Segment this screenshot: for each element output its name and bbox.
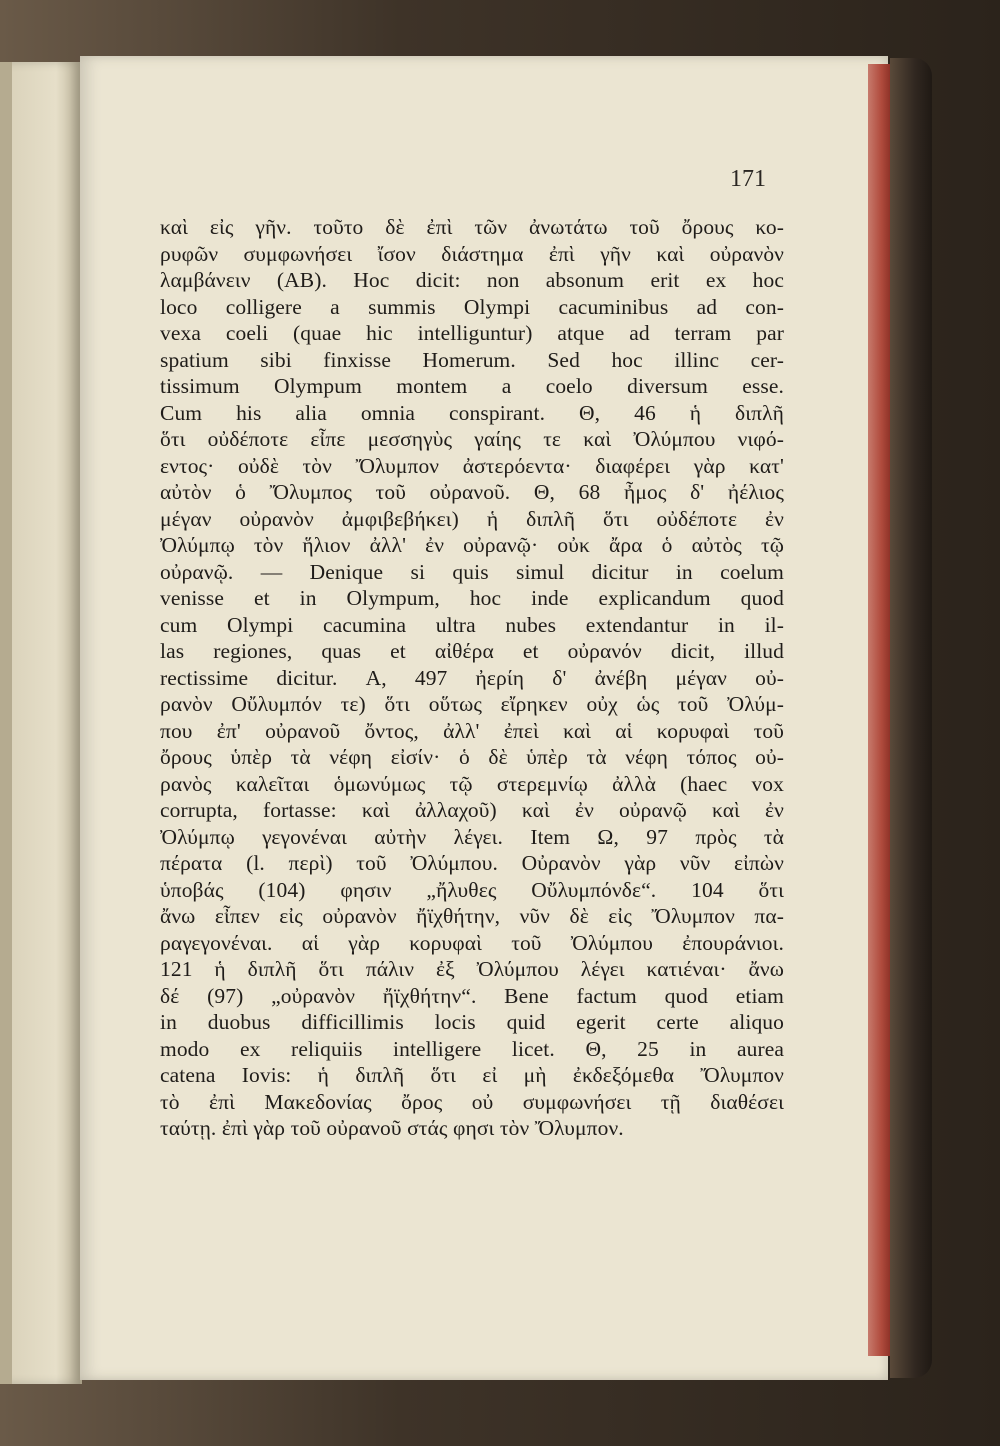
text-line: in duobus difficillimis locis quid egerit certe aliquo (160, 1010, 784, 1034)
book-spine (890, 58, 932, 1378)
text-line: loco colligere a summis Olympi cacuminibus ad con- (160, 294, 784, 319)
previous-page-edge (0, 62, 82, 1384)
text-line: venisse et in Olympum, hoc inde explicandum quod (160, 586, 784, 610)
text-line: εντος· οὐδὲ τὸν Ὄλυμπον ἀστερόεντα· διαφέρει γὰρ κατ' (160, 453, 784, 478)
text-line: vexa coeli (quae hic intelliguntur) atque ad terram par (160, 321, 784, 345)
text-line: καὶ εἰς γῆν. τοῦτο δὲ ἐπὶ τῶν ἀνωτάτω τοῦ ὄρους κο- (160, 215, 784, 239)
text-line: ρυφῶν συμφωνήσει ἴσον διάστημα ἐπὶ γῆν καὶ οὐρανὸν (160, 241, 784, 266)
text-line: πέρατα (l. περὶ) τοῦ Ὀλύμπου. Οὐρανὸν γὰρ νῦν εἰπὼν (160, 851, 784, 875)
text-line: που ἐπ' οὐρανοῦ ὄντος, ἀλλ' ἐπεὶ καὶ αἱ κορυφαὶ τοῦ (160, 718, 784, 743)
text-line: ρανὸς καλεῖται ὁμωνύμως τῷ στερεμνίῳ ἀλλὰ (haec vox (160, 771, 784, 796)
text-line: μέγαν οὐρανὸν ἀμφιβεβήκει) ἡ διπλῆ ὅτι οὐδέποτε ἐν (160, 506, 784, 531)
text-line: ἄνω εἶπεν εἰς οὐρανὸν ἤϊχθήτην, νῦν δὲ εἰς Ὄλυμπον πα- (160, 904, 784, 928)
text-line: δέ (97) „οὐρανὸν ἤϊχθήτην“. Bene factum quod etiam (160, 983, 784, 1008)
body-text (160, 214, 784, 1142)
text-line: cum Olympi cacumina ultra nubes extendantur in il- (160, 612, 784, 637)
text-line: rectissime dicitur. Α, 497 ἠερίη δ' ἀνέβη μέγαν οὐ- (160, 665, 784, 690)
text-line: Ὀλύμπῳ τὸν ἥλιον ἀλλ' ἐν οὐρανῷ· οὐκ ἄρα ὁ αὐτὸς τῷ (160, 533, 784, 557)
text-line: ὑποβάς (104) φησιν „ἤλυθες Οὔλυμπόνδε“. 104 ὅτι (160, 877, 784, 902)
text-line: Cum his alia omnia conspirant. Θ, 46 ἡ διπλῆ (160, 400, 784, 425)
text-line: catena Iovis: ἡ διπλῆ ὅτι εἰ μὴ ἐκδεξόμεθα Ὄλυμπον (160, 1063, 784, 1087)
text-line: ρανὸν Οὔλυμπόν τε) ὅτι οὕτως εἴρηκεν οὐχ ὡς τοῦ Ὀλύμ- (160, 692, 784, 716)
text-line: tissimum Olympum montem a coelo diversum esse. (160, 374, 784, 398)
text-line: τὸ ἐπὶ Μακεδονίας ὄρος οὐ συμφωνήσει τῇ διαθέσει (160, 1089, 784, 1114)
text-line: οὐρανῷ. — Denique si quis simul dicitur in coelum (160, 559, 784, 584)
text-line: λαμβάνειν (AB). Hoc dicit: non absonum erit ex hoc (160, 268, 784, 292)
text-line: αὐτὸν ὁ Ὄλυμπος τοῦ οὐρανοῦ. Θ, 68 ἦμος δ' ἠέλιος (160, 480, 784, 504)
text-line: ὄρους ὑπὲρ τὰ νέφη εἰσίν· ὁ δὲ ὑπὲρ τὰ νέφη τόπος οὐ- (160, 745, 784, 769)
text-line: spatium sibi finxisse Homerum. Sed hoc illinc cer- (160, 347, 784, 372)
text-line: ὅτι οὐδέποτε εἶπε μεσσηγὺς γαίης τε καὶ Ὀλύμπου νιφό- (160, 427, 784, 451)
page-number: 171 (730, 166, 766, 192)
text-line: Ὀλύμπῳ γεγονέναι αὐτὴν λέγει. Item Ω, 97 πρὸς τὰ (160, 824, 784, 849)
text-line: las regiones, quas et αἰθέρα et οὐρανόν dicit, illud (160, 639, 784, 663)
text-line: ταύτῃ. ἐπὶ γὰρ τοῦ οὐρανοῦ στάς φησι τὸν Ὄλυμπον. (160, 1116, 624, 1140)
red-page-edges (868, 64, 890, 1356)
text-line: corrupta, fortasse: καὶ ἀλλαχοῦ) καὶ ἐν οὐρανῷ καὶ ἐν (160, 798, 784, 822)
text-line: 121 ἡ διπλῆ ὅτι πάλιν ἐξ Ὀλύμπου λέγει κατιέναι· ἄνω (160, 957, 784, 981)
text-line: ραγεγονέναι. αἱ γὰρ κορυφαὶ τοῦ Ὀλύμπου ἐπουράνιοι. (160, 930, 784, 955)
previous-page-strip (0, 62, 12, 1384)
text-line: modo ex reliquiis intelligere licet. Θ, 25 in aurea (160, 1036, 784, 1061)
